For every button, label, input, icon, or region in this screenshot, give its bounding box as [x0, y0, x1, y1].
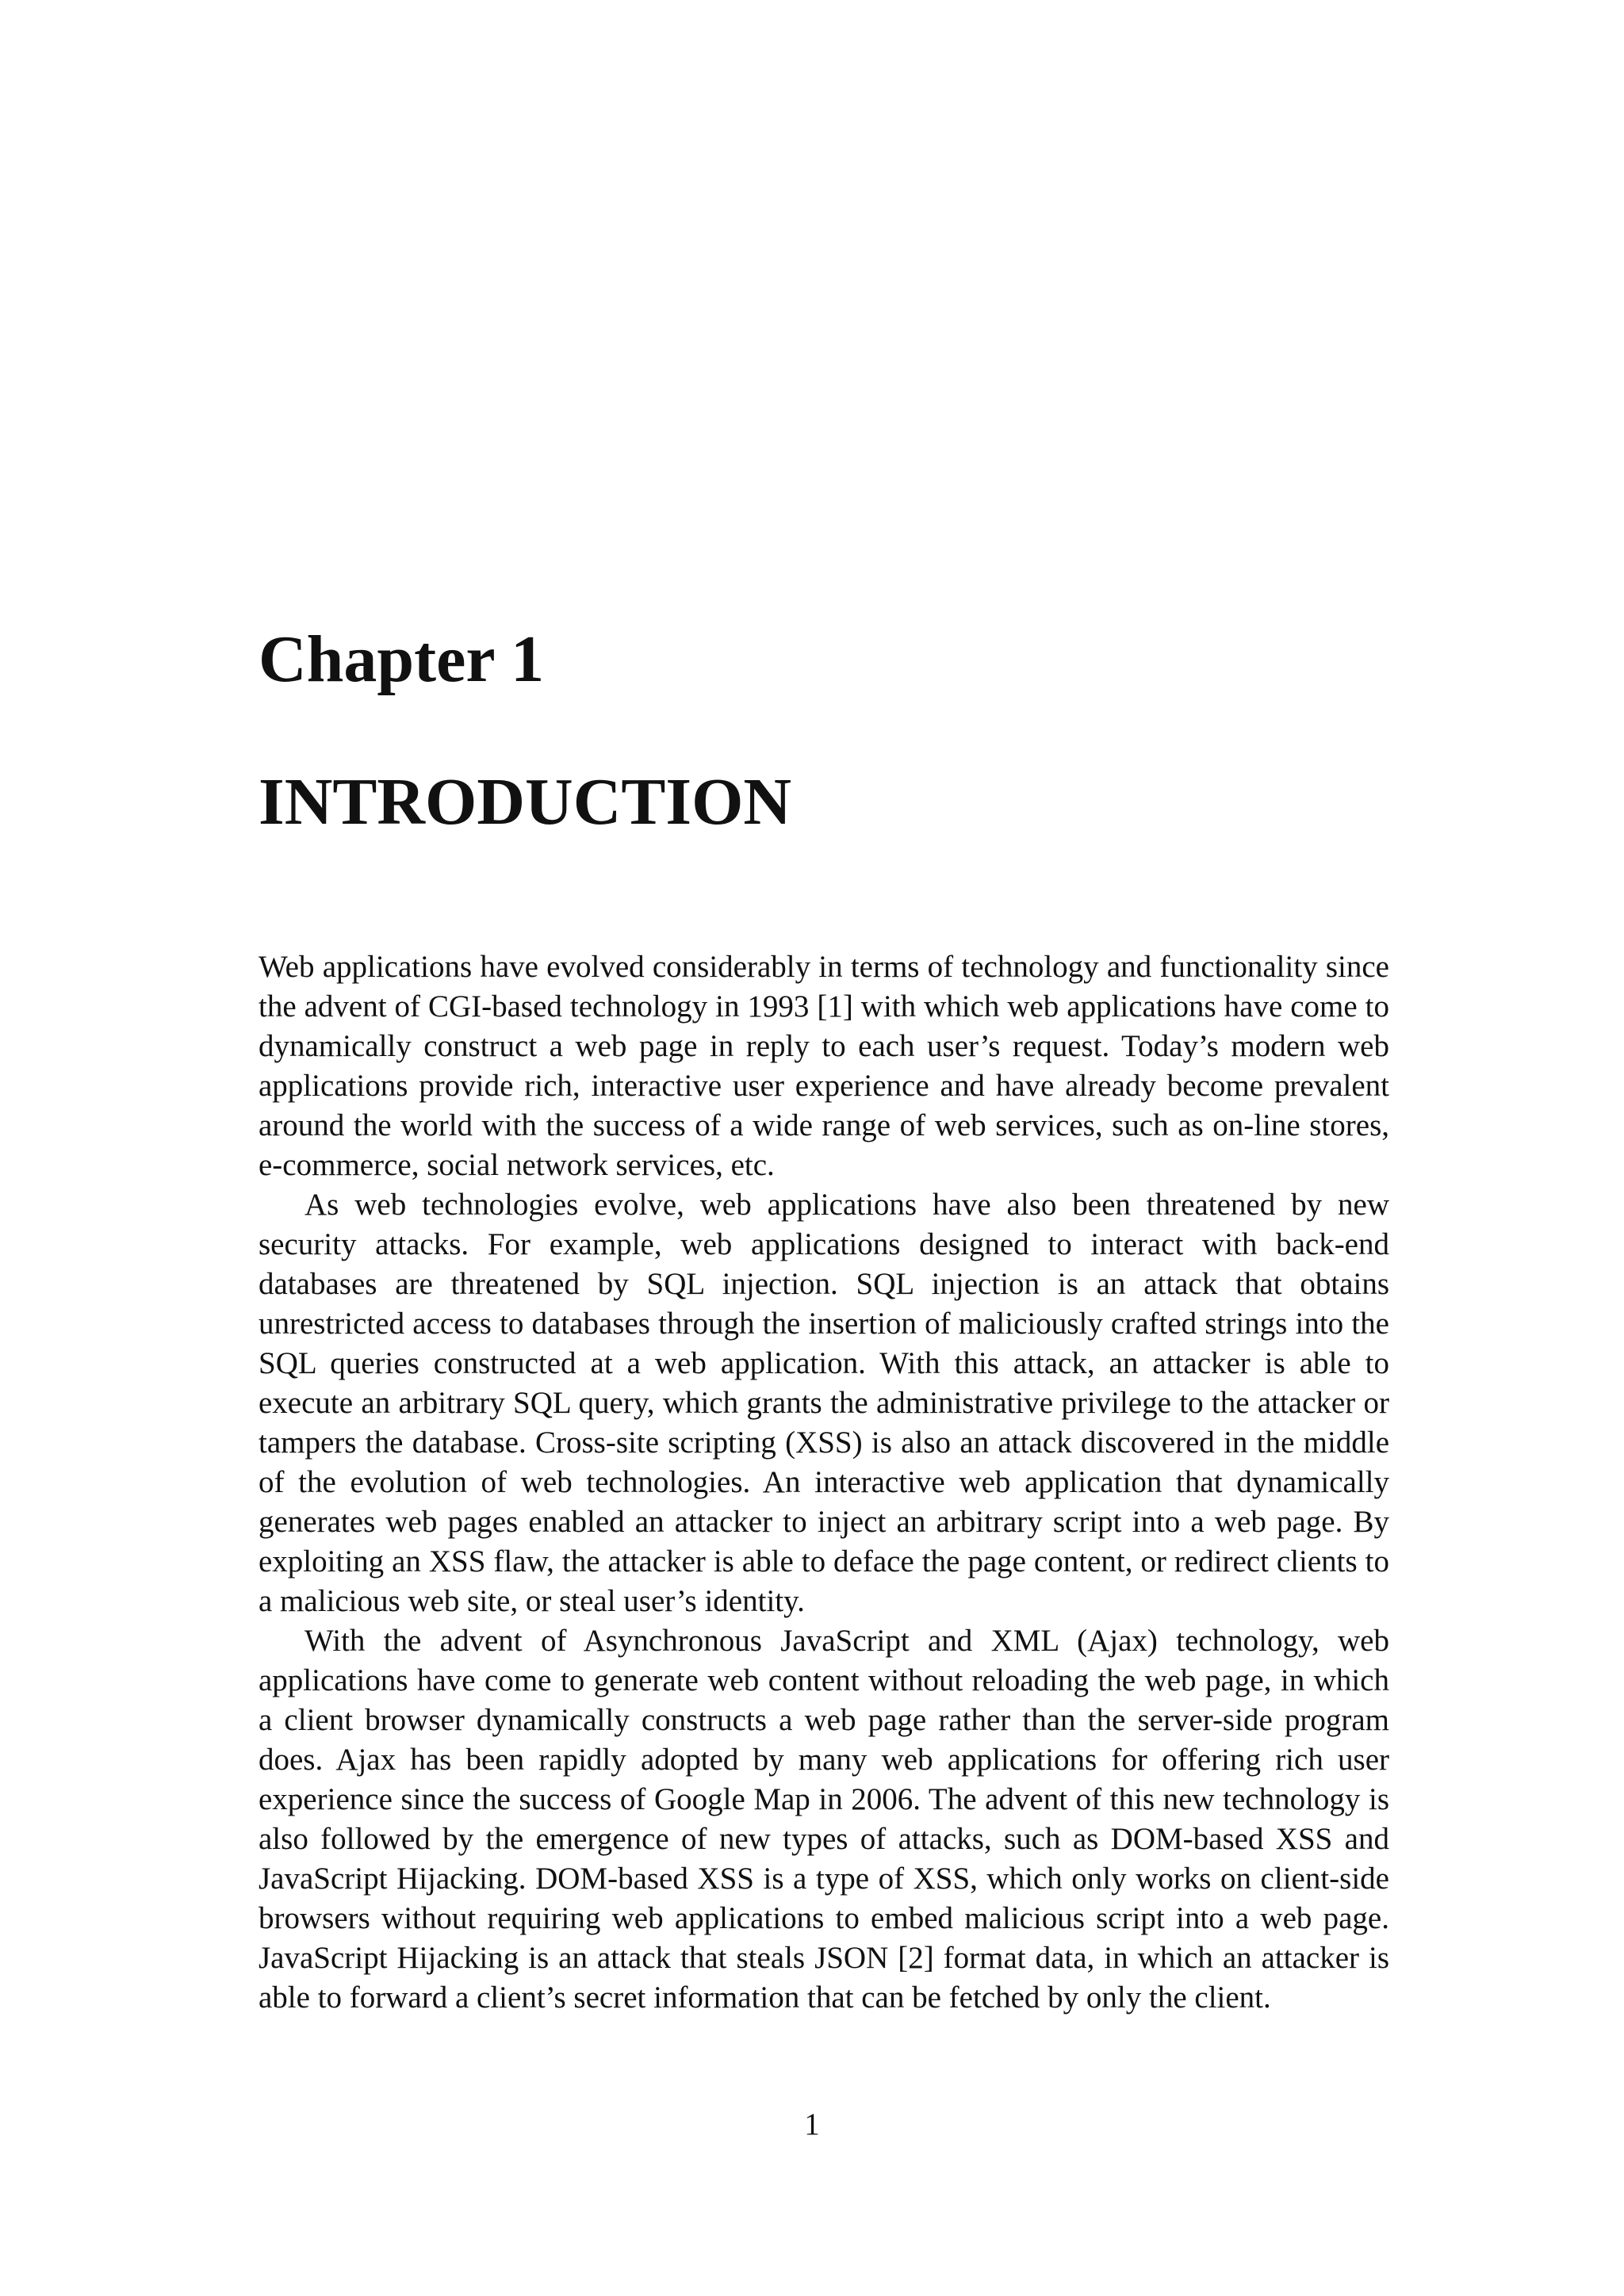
chapter-label: Chapter 1 [259, 622, 545, 696]
body-text [259, 947, 1389, 2018]
chapter-title: INTRODUCTION [259, 765, 792, 839]
paragraph: Web applications have evolved considerably in terms of technology and functionality since the advent of CGI-based technology in 1993 [1] with which web applications have come to dynamically construct a web page in reply to each user’s request. Today’s modern web applications provide rich, interactive user experience and have already become prevalent around the world with the success of a wide range of web services, such as on-line stores, e-commerce, social network services, etc. [259, 950, 1389, 1182]
page-number: 1 [804, 2107, 820, 2141]
paragraph: With the advent of Asynchronous JavaScript and XML (Ajax) technology, web applications have come to generate web content without reloading the web page, in which a client browser dynamically constructs a web page rather than the server-side program does. Ajax has been rapidly adopted by many web applications for offering rich user experience since the success of Google Map in 2006. The advent of this new technology is also followed by the emergence of new types of attacks, such as DOM-based XSS and JavaScript Hijacking. DOM-based XSS is a type of XSS, which only works on client-side browsers without requiring web applications to embed malicious script into a web page. JavaScript Hijacking is an attack that steals JSON [2] format data, in which an attacker is able to forward a client’s secret information that can be fetched by only the client. [259, 1624, 1389, 2015]
paragraph: As web technologies evolve, web applications have also been threatened by new security attacks. For example, web applications designed to interact with back-end databases are threatened by SQL injection. SQL injection is an attack that obtains unrestricted access to databases through the insertion of maliciously crafted strings into the SQL queries constructed at a web application. With this attack, an attacker is able to execute an arbitrary SQL query, which grants the administrative privilege to the attacker or tampers the database. Cross-site scripting (XSS) is also an attack discovered in the middle of the evolution of web technologies. An interactive web application that dynamically generates web pages enabled an attacker to inject an arbitrary script into a web page. By exploiting an XSS flaw, the attacker is able to deface the page content, or redirect clients to a malicious web site, or steal user’s identity. [259, 1188, 1389, 1618]
